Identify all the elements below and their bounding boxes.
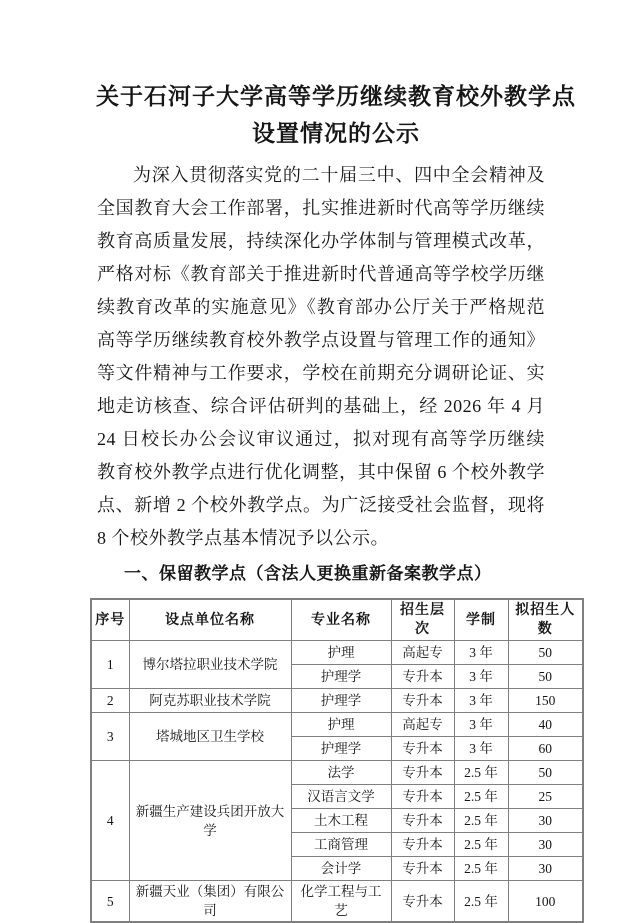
cell-duration: 2.5 年 [454, 881, 508, 923]
cell-level: 专升本 [391, 809, 454, 833]
cell-serial-number: 3 [91, 713, 129, 761]
document-title-line-1: 关于石河子大学高等学历继续教育校外教学点 [96, 84, 576, 109]
cell-level: 专升本 [391, 833, 454, 857]
cell-major: 护理学 [291, 665, 391, 689]
cell-level: 专升本 [391, 665, 454, 689]
cell-duration: 2.5 年 [454, 785, 508, 809]
cell-major: 工商管理 [291, 833, 391, 857]
cell-planned-enrollment: 30 [508, 833, 583, 857]
table-header-row [91, 599, 583, 641]
column-header: 招生层次 [391, 599, 454, 641]
cell-duration: 2.5 年 [454, 833, 508, 857]
column-header: 专业名称 [291, 599, 391, 641]
cell-major: 护理 [291, 713, 391, 737]
cell-planned-enrollment: 25 [508, 785, 583, 809]
cell-duration: 3 年 [454, 641, 508, 665]
cell-unit-name: 塔城地区卫生学校 [129, 713, 291, 761]
cell-major: 汉语言文学 [291, 785, 391, 809]
cell-planned-enrollment: 50 [508, 665, 583, 689]
cell-planned-enrollment: 100 [508, 881, 583, 923]
cell-unit-name: 新疆天业（集团）有限公司 [129, 881, 291, 923]
column-header: 序号 [91, 599, 129, 641]
cell-major: 化学工程与工艺 [291, 881, 391, 923]
cell-unit-name: 新疆生产建设兵团开放大学 [129, 761, 291, 881]
cell-duration: 2.5 年 [454, 761, 508, 785]
cell-level: 专升本 [391, 737, 454, 761]
cell-major: 护理学 [291, 689, 391, 713]
cell-serial-number: 4 [91, 761, 129, 881]
cell-level: 专升本 [391, 857, 454, 881]
cell-serial-number: 1 [91, 641, 129, 689]
table-row [91, 641, 583, 665]
column-header: 学制 [454, 599, 508, 641]
document-body-paragraph: 为深入贯彻落实党的二十届三中、四中全会精神及全国教育大会工作部署，扎实推进新时代高等学历继续教育高质量发展，持续深化办学体制与管理模式改革，严格对标《教育部关于推进新时代普通高等学校学历继续教育改革的实施意见》《教育部办公厅关于严格规范高等学历继续教育校外教学点设置与管理工作的通知》等文件精神与工作要求，学校在前期充分调研论证、实地走访核查、综合评估研判的基础上，经 2026 年 4 月 24 日校长办公会议审议通过，拟对现有高等学历继续教育校外教学点进行优化调整，其中保留 6 个校外教学点、新增 2 个校外教学点。为广泛接受社会监督，现将 8 个校外教学点基本情况予以公示。 [97, 165, 545, 548]
cell-level: 专升本 [391, 761, 454, 785]
cell-major: 土木工程 [291, 809, 391, 833]
teaching-points-table [90, 598, 584, 923]
table-body [91, 641, 583, 923]
cell-duration: 3 年 [454, 737, 508, 761]
cell-planned-enrollment: 150 [508, 689, 583, 713]
cell-level: 高起专 [391, 713, 454, 737]
cell-serial-number: 5 [91, 881, 129, 923]
document-title-line-2: 设置情况的公示 [252, 121, 420, 146]
cell-duration: 2.5 年 [454, 857, 508, 881]
column-header: 拟招生人数 [508, 599, 583, 641]
cell-major: 护理学 [291, 737, 391, 761]
cell-level: 专升本 [391, 881, 454, 923]
document-title [90, 78, 582, 152]
cell-planned-enrollment: 50 [508, 641, 583, 665]
table-row [91, 881, 583, 923]
cell-planned-enrollment: 30 [508, 809, 583, 833]
cell-serial-number: 2 [91, 689, 129, 713]
cell-unit-name: 博尔塔拉职业技术学院 [129, 641, 291, 689]
cell-duration: 3 年 [454, 665, 508, 689]
cell-duration: 3 年 [454, 713, 508, 737]
table-row [91, 689, 583, 713]
column-header: 设点单位名称 [129, 599, 291, 641]
cell-planned-enrollment: 30 [508, 857, 583, 881]
table-row [91, 761, 583, 785]
cell-major: 护理 [291, 641, 391, 665]
cell-unit-name: 阿克苏职业技术学院 [129, 689, 291, 713]
cell-planned-enrollment: 50 [508, 761, 583, 785]
cell-major: 法学 [291, 761, 391, 785]
cell-level: 专升本 [391, 689, 454, 713]
table-header [91, 599, 583, 641]
cell-major: 会计学 [291, 857, 391, 881]
section-heading-retained-points: 一、保留教学点（含法人更换重新备案教学点） [124, 564, 492, 583]
table-row [91, 713, 583, 737]
cell-planned-enrollment: 40 [508, 713, 583, 737]
cell-duration: 3 年 [454, 689, 508, 713]
cell-level: 高起专 [391, 641, 454, 665]
cell-level: 专升本 [391, 785, 454, 809]
cell-planned-enrollment: 60 [508, 737, 583, 761]
cell-duration: 2.5 年 [454, 809, 508, 833]
